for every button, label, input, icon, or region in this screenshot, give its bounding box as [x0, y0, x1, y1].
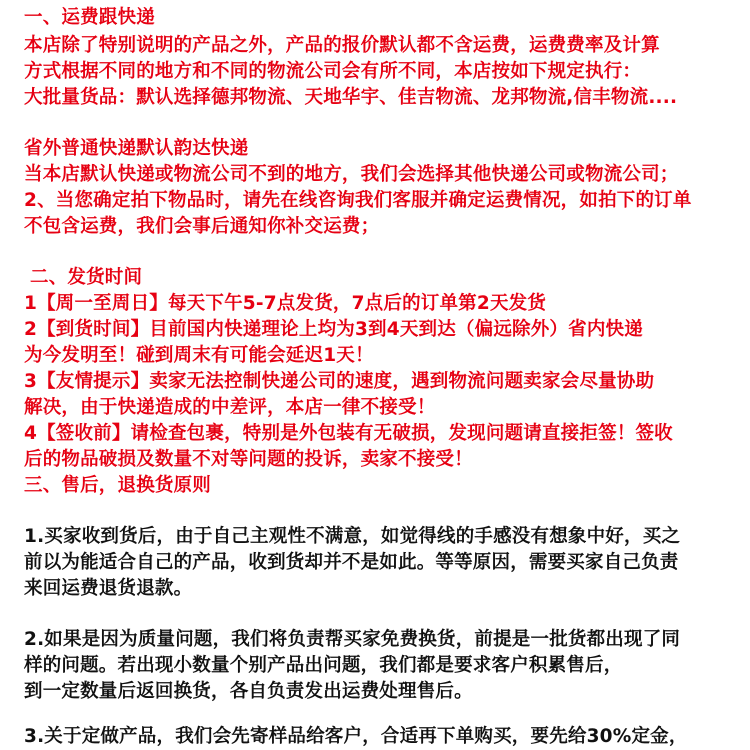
text-line: 省外普通快递默认韵达快递 — [24, 138, 249, 159]
text-line: 本店除了特别说明的产品之外，产品的报价默认都不含运费，运费费率及计算 — [24, 35, 660, 56]
text-line: 2【到货时间】目前国内快递理论上均为3到4天到达（偏远除外）省内快递 — [24, 319, 643, 340]
text-line: 方式根据不同的地方和不同的物流公司会有所不同，本店按如下规定执行： — [24, 61, 642, 82]
text-line: 解决，由于快递造成的中差评，本店一律不接受！ — [24, 397, 436, 418]
text-line: 3【友情提示】卖家无法控制快递公司的速度，遇到物流问题卖家会尽量协助 — [24, 371, 655, 392]
section-heading-delivery-time: 二、发货时间 — [30, 267, 143, 288]
text-line: 来回运费退货退款。 — [24, 578, 193, 599]
text-line: 大批量货品：默认选择德邦物流、天地华宇、佳吉物流、龙邦物流,信丰物流.... — [24, 87, 678, 108]
text-line: 2、当您确定拍下物品时，请先在线咨询我们客服并确定运费情况，如拍下的订单 — [24, 190, 692, 211]
text-line: 后的物品破损及数量不对等问题的投诉，卖家不接受！ — [24, 449, 473, 470]
section-heading-after-sales: 三、售后，退换货原则 — [24, 475, 212, 496]
text-line: 3.关于定做产品，我们会先寄样品给客户，合适再下单购买，要先给30%定金， — [24, 726, 688, 747]
text-line: 2.如果是因为质量问题，我们将负责帮买家免费换货，前提是一批货都出现了同 — [24, 629, 681, 650]
text-line: 当本店默认快递或物流公司不到的地方，我们会选择其他快递公司或物流公司； — [24, 164, 679, 185]
text-line: 1.买家收到货后，由于自己主观性不满意，如觉得线的手感没有想象中好，买之 — [24, 526, 681, 547]
text-line: 1【周一至周日】每天下午5-7点发货，7点后的订单第2天发货 — [24, 293, 547, 314]
text-line: 不包含运费，我们会事后通知你补交运费； — [24, 216, 380, 237]
text-line: 样的问题。若出现小数量个别产品出问题，我们都是要求客户积累售后， — [24, 655, 623, 676]
section-heading-shipping: 一、运费跟快递 — [24, 7, 155, 28]
text-line: 到一定数量后返回换货，各自负责发出运费处理售后。 — [24, 681, 473, 702]
text-line: 为今发明至！碰到周末有可能会延迟1天！ — [24, 345, 374, 366]
text-line: 4【签收前】请检查包裹，特别是外包装有无破损，发现问题请直接拒签！签收 — [24, 423, 673, 444]
text-line: 前以为能适合自己的产品，收到货却并不是如此。等等原因，需要买家自己负责 — [24, 552, 679, 573]
